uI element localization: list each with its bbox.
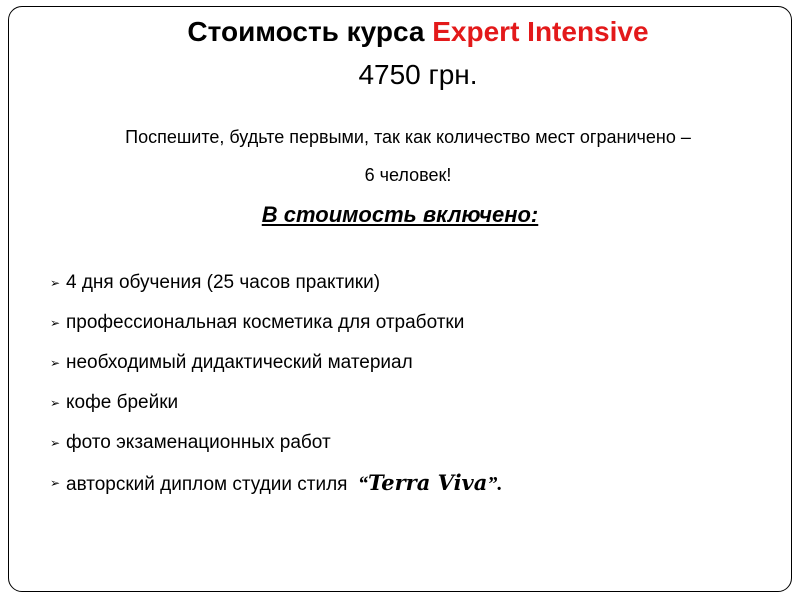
list-item	[50, 303, 502, 343]
included-heading: В стоимость включено:	[261, 202, 539, 227]
arrow-bullet-icon: ➢	[50, 276, 61, 290]
list-item-text	[66, 470, 502, 496]
included-list	[50, 263, 502, 503]
arrow-bullet-icon: ➢	[50, 436, 61, 450]
list-item	[50, 423, 502, 463]
list-item	[50, 263, 502, 303]
notice-line-2: 6 человек!	[364, 165, 452, 185]
course-name: Expert Intensive	[432, 16, 649, 47]
list-item	[50, 343, 502, 383]
course-title-prefix: Стоимость курса	[187, 16, 433, 47]
list-item	[50, 383, 502, 423]
list-item	[50, 463, 502, 503]
studio-brand-name: Terra Viva	[368, 470, 488, 495]
close-quote: ”.	[487, 473, 503, 495]
diploma-text: авторский диплом студии стиля	[66, 474, 359, 495]
arrow-bullet-icon: ➢	[50, 316, 61, 330]
arrow-bullet-icon: ➢	[50, 356, 61, 370]
list-item-text: 4 дня обучения (25 часов практики)	[66, 272, 381, 293]
arrow-bullet-icon: ➢	[50, 476, 61, 490]
course-price: 4750 грн.	[358, 59, 478, 90]
course-title	[0, 14, 800, 50]
notice-line-1: Поспешите, будьте первыми, так как количество мест ограничено –	[125, 127, 691, 147]
list-item-text: фото экзаменационных работ	[66, 432, 331, 453]
open-quote: “	[358, 473, 369, 495]
limited-seats-notice	[24, 118, 792, 194]
list-item-text: необходимый дидактический материал	[66, 352, 413, 373]
list-item-text: кофе брейки	[66, 392, 179, 413]
list-item-text: профессиональная косметика для отработки	[66, 312, 465, 333]
arrow-bullet-icon: ➢	[50, 396, 61, 410]
